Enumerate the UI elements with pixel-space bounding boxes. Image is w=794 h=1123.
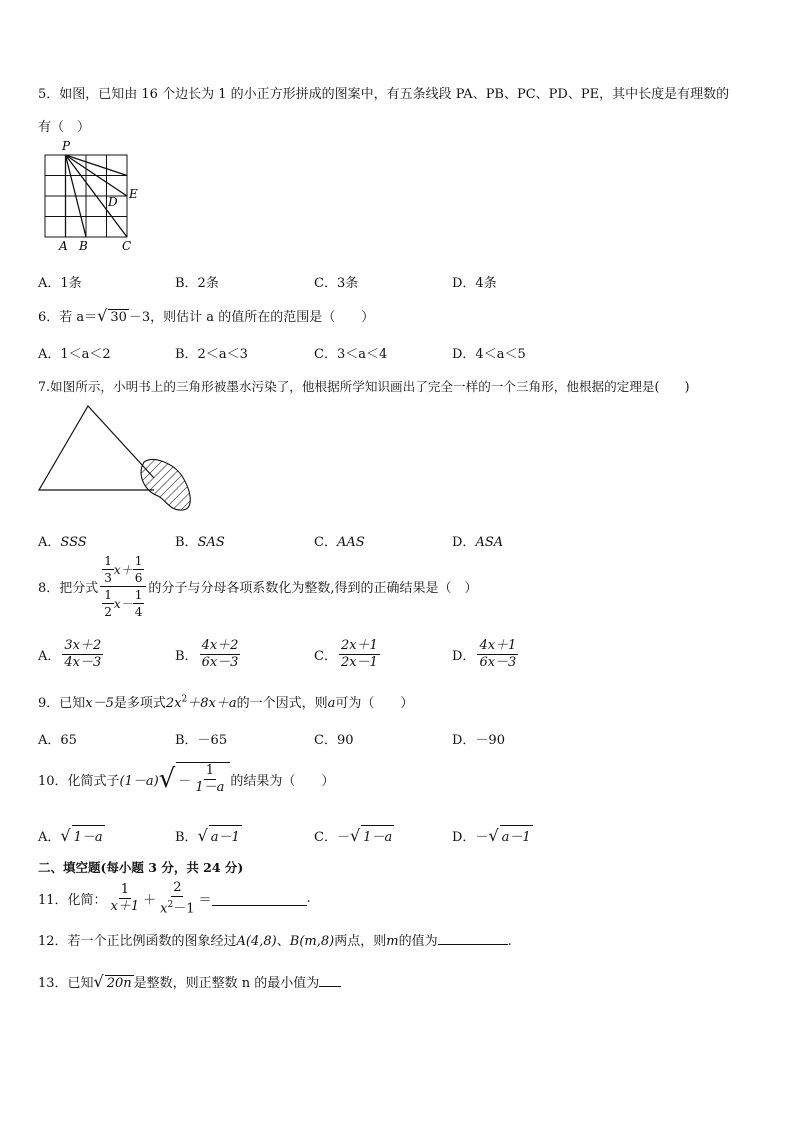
q8-stem: 8．把分式 $\frac{1}{3}$ x＋ $\frac{1}{6}$ $\frac{1}{2}$ x－ $\frac{1}{4}$ 的分子与分母各项系数化为整数,得到的正确结果是（ ） [38,554,478,619]
q6-option-c: C．3＜a＜4 [314,347,388,362]
q6-option-d: D．4＜a＜5 [452,347,526,362]
q5-stem: 5．如图，已知由 16 个边长为 1 的小正方形拼成的图案中，有五条线段 PA、PB、PC、PD、PE，其中长度是有理数的 [38,87,730,102]
label-P: P [62,139,71,153]
q12-answer-blank[interactable] [438,932,508,945]
q7-stem: 7.如图所示，小明书上的三角形被墨水污染了，他根据所学知识画出了完全一样的一个三角形，他根据的定理是( ) [38,379,690,394]
q12-stem: 12．若一个正比例函数的图象经过A(4,8)、B(m,8)两点，则m的值为 . [38,934,512,949]
q5-option-d: D．4条 [452,276,497,291]
q6-stem: 6．若 a＝√ 30 －3，则估计 a 的值所在的范围是（ ） [38,306,375,325]
q6-radicand: 30 [110,310,127,325]
ink-blot [141,460,190,511]
label-D: D [108,195,118,209]
q8-option-c: C． $\frac{2x+1}{2x-1}$ [314,638,378,670]
q7-option-d: D．ASA [452,535,504,550]
q10-option-c: C．－√ 1－a [314,826,393,845]
q8-complex-fraction: $\frac{1}{3}$ x＋ $\frac{1}{6}$ $\frac{1}{2}$ x－ $\frac{1}{4}$ [100,553,146,620]
q7-option-b: B．SAS [175,535,225,550]
q8-option-a: A． $\frac{3x+2}{4x-3}$ [38,638,102,670]
label-A: A [59,239,68,253]
q5-option-c: C．3条 [314,276,359,291]
q10-option-d: D．－√ a－1 [452,826,531,845]
q11-stem: 11．化简： $\frac{1}{x+1}$ ＋ $\frac{2}{x^2-1}$ ＝ . [38,880,311,917]
q5-stem-cont: 有（ ） [38,120,91,135]
q7-option-a: A．SSS [38,535,87,550]
q9-option-b: B．－65 [175,733,228,748]
q10-stem: 10．化简式子 (1－a) √ － $\frac{1}{1-a}$ 的结果为（ ） [38,763,335,795]
q8-option-d: D． $\frac{4x+1}{6x-3}$ [452,638,517,670]
q10-option-b: B．√ a－1 [175,826,240,845]
triangle-edges [39,406,154,490]
label-E: E [129,187,138,201]
q7-triangle-figure [36,400,196,515]
q5-option-b: B．2条 [175,276,219,291]
q8-option-b: B． $\frac{4x+2}{6x-3}$ [175,638,239,670]
q6-option-a: A．1＜a＜2 [38,347,111,362]
q10-radical: － $\frac{1}{1-a}$ [176,762,230,796]
q13-stem: 13．已知√ 20n 是整数，则正整数 n 的最小值为 [38,972,341,991]
q5-option-a: A．1条 [38,276,82,291]
q9-option-c: C．90 [314,733,354,748]
q9-stem: 9．已知x－5是多项式$2x^2+8x+a$的一个因式，则a可为（ ） [38,694,414,711]
label-B: B [79,239,88,253]
q7-option-c: C．AAS [314,535,365,550]
q9-option-a: A．65 [38,733,77,748]
q10-option-a: A．√ 1－a [38,826,103,845]
section-2-heading: 二、填空题(每小题 3 分，共 24 分) [38,860,244,875]
q13-answer-blank[interactable] [319,974,341,987]
q9-option-d: D．－90 [452,733,505,748]
label-C: C [122,239,132,253]
q11-answer-blank[interactable] [212,891,307,906]
q6-option-b: B．2＜a＜3 [175,347,248,362]
q5-grid-figure [36,138,146,256]
segment-PE [66,155,128,176]
